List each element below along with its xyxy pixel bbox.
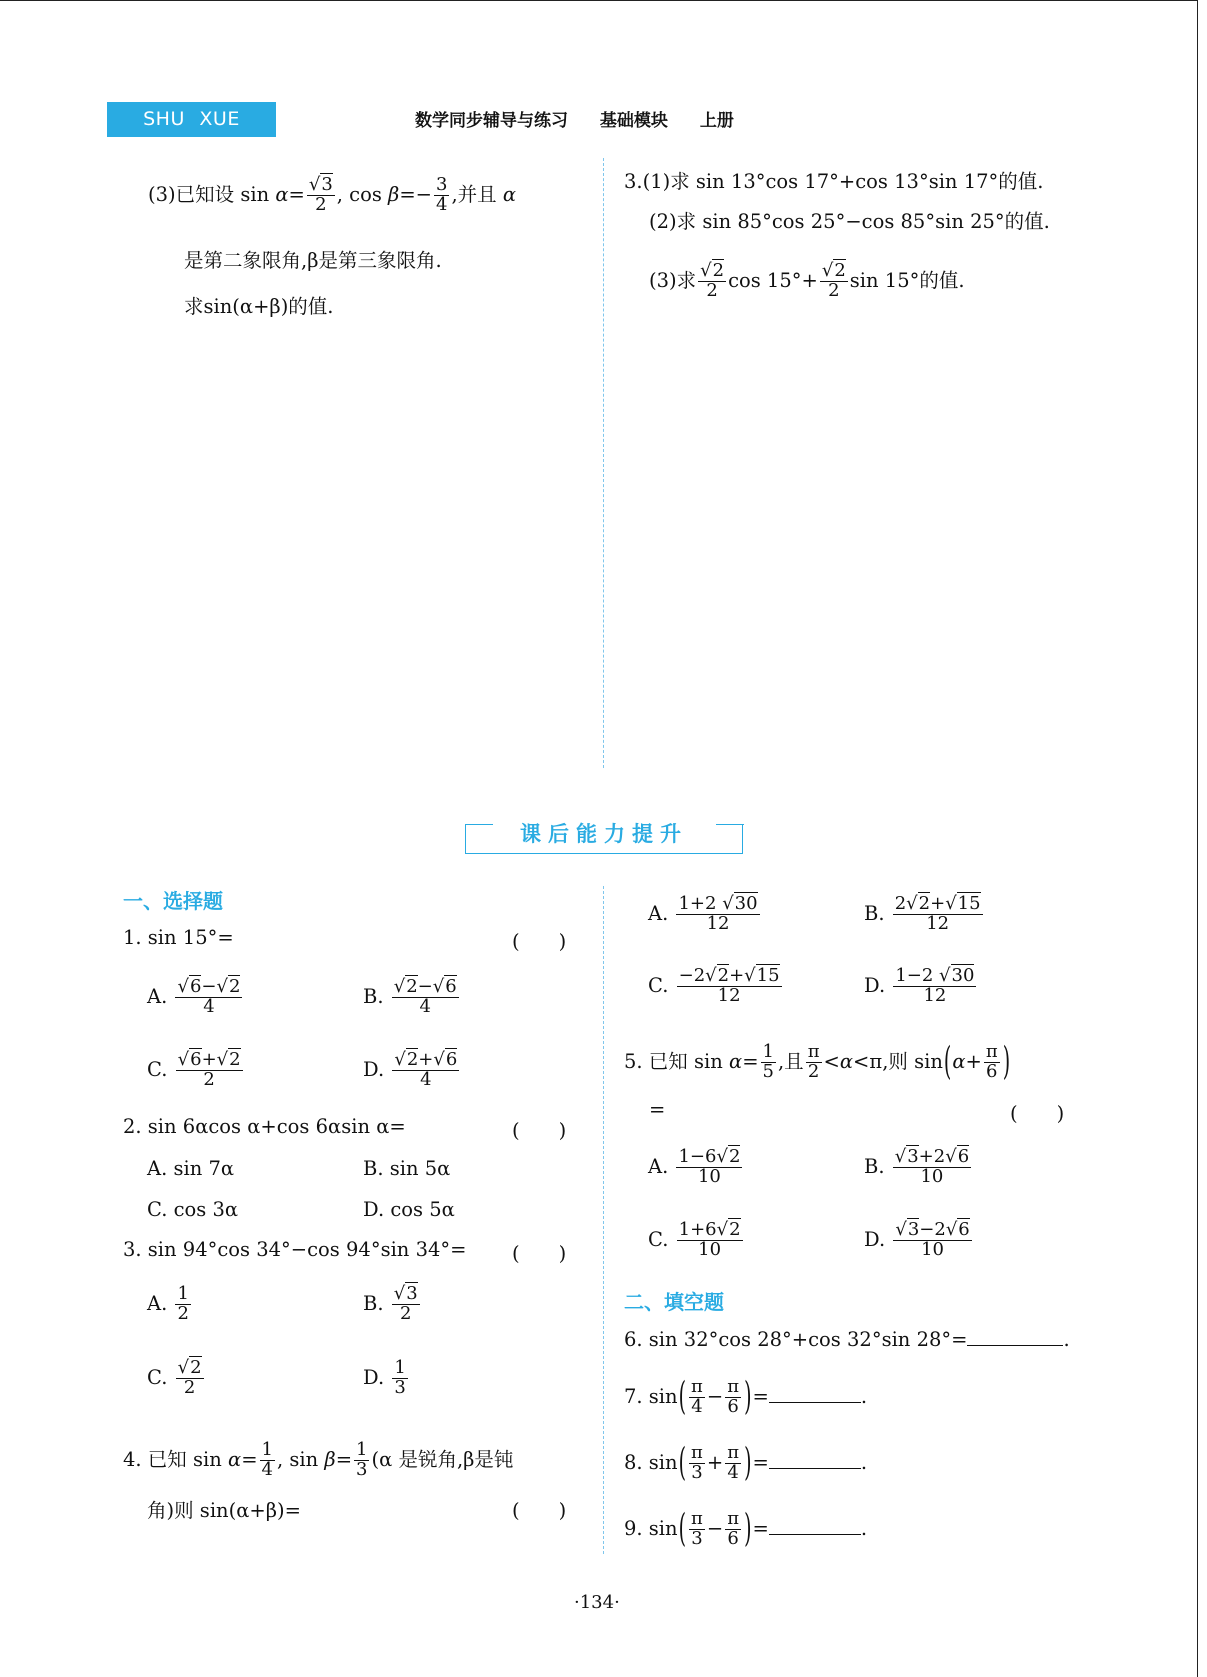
answer-blank[interactable]	[769, 1516, 861, 1535]
q7: 7. sin( $\frac{\pi}{4}$ − $\frac{\pi}{6}$ )= .	[624, 1375, 868, 1420]
module-label: 基础模块	[599, 111, 668, 131]
subject-tag: SHU XUE	[107, 102, 276, 137]
book-title: 数学同步辅导与练习	[415, 111, 568, 131]
q4-line1: 4. 已知 sin α= $\frac{1}{4}$ , sin β= $\frac{1}{3}$ (α 是锐角,β是钝	[123, 1439, 514, 1480]
volume-label: 上册	[699, 111, 734, 131]
problem-3-line1: (3)已知设 sin α= $\frac{√3}{2}$ , cos β=− $\frac{3}{4}$ ,并且 α	[148, 174, 517, 215]
q6: 6. sin 32°cos 28°+cos 32°sin 28°= .	[624, 1328, 1070, 1351]
q2-option-a: A. sin 7α	[147, 1157, 235, 1180]
q3-option-b: B. $\frac{√3}{2}$	[363, 1283, 418, 1324]
column-divider-top	[603, 158, 604, 768]
q2-option-d: D. cos 5α	[363, 1198, 455, 1221]
q4-option-a: A. $\frac{1+2 √30}{12}$	[648, 893, 758, 934]
q5-option-c: C. $\frac{1+6√2}{10}$	[648, 1219, 741, 1260]
q8: 8. sin( $\frac{\pi}{3}$ + $\frac{\pi}{4}$ )= .	[624, 1441, 868, 1486]
q5-line1: 5. 已知 sin α= $\frac{1}{5}$ ,且 $\frac{\pi}{2}$ <α<π,则 sin(α+ $\frac{\pi}{6}$ )	[624, 1040, 1011, 1085]
q1-stem: 1. sin 15°=	[123, 926, 234, 949]
question-3-part1: 3.(1)求 sin 13°cos 17°+cos 13°sin 17°的值.	[624, 170, 1044, 193]
question-3-part3: (3)求 $\frac{√2}{2}$ cos 15°+ $\frac{√2}{2}$ sin 15°的值.	[649, 260, 965, 301]
q3-option-c: C. $\frac{√2}{2}$	[147, 1357, 202, 1398]
q2-answer-paren: ( )	[512, 1119, 567, 1142]
q2-option-c: C. cos 3α	[147, 1198, 239, 1221]
q1-answer-paren: ( )	[512, 930, 567, 953]
fraction: $\frac{√2}{2}$	[700, 260, 725, 301]
section-title: 课后能力提升	[520, 822, 688, 846]
q3-stem: 3. sin 94°cos 34°−cos 94°sin 34°=	[123, 1238, 467, 1261]
q4-option-b: B. $\frac{2√2+√15}{12}$	[864, 893, 981, 934]
problem-3-line3: 求sin(α+β)的值.	[184, 295, 334, 318]
q1-option-b: B. $\frac{√2-√6}{4}$	[363, 976, 457, 1017]
fraction: $\frac{√2}{2}$	[821, 260, 846, 301]
q4-answer-paren: ( )	[512, 1499, 567, 1522]
q1-option-a: A. $\frac{√6-√2}{4}$	[147, 976, 241, 1017]
fraction: $\frac{3}{4}$	[436, 174, 448, 215]
q2-stem: 2. sin 6αcos α+cos 6αsin α=	[123, 1115, 406, 1138]
q3-option-d: D. $\frac{1}{3}$	[363, 1357, 406, 1398]
answer-blank[interactable]	[769, 1450, 861, 1469]
q5-option-a: A. $\frac{1-6√2}{10}$	[648, 1146, 741, 1187]
answer-blank[interactable]	[967, 1327, 1063, 1346]
question-3-part2: (2)求 sin 85°cos 25°−cos 85°sin 25°的值.	[649, 210, 1050, 233]
answer-blank[interactable]	[769, 1384, 861, 1403]
part1-heading: 一、选择题	[123, 889, 223, 913]
column-divider-bottom	[603, 886, 604, 1554]
q5-answer-paren: ( )	[1010, 1102, 1065, 1125]
q1-option-d: D. $\frac{√2+√6}{4}$	[363, 1049, 458, 1090]
problem-3-line2: 是第二象限角,β是第三象限角.	[184, 249, 442, 272]
q3-answer-paren: ( )	[512, 1242, 567, 1265]
q4-option-d: D. $\frac{1-2 √30}{12}$	[864, 965, 975, 1006]
running-header	[415, 106, 760, 131]
q4-line2: 角)则 sin(α+β)=	[147, 1499, 301, 1522]
q5-option-b: B. $\frac{√3+2√6}{10}$	[864, 1146, 970, 1187]
q3-option-a: A. $\frac{1}{2}$	[147, 1283, 189, 1324]
page-number: ·134·	[574, 1592, 620, 1613]
q5-option-d: D. $\frac{√3-2√6}{10}$	[864, 1219, 970, 1260]
q4-option-c: C. $\frac{-2√2+√15}{12}$	[648, 965, 780, 1006]
part2-heading: 二、填空题	[624, 1290, 724, 1314]
q5-line2: =	[649, 1098, 666, 1121]
q9: 9. sin( $\frac{\pi}{3}$ − $\frac{\pi}{6}$ )= .	[624, 1507, 868, 1552]
q1-option-c: C. $\frac{√6+√2}{2}$	[147, 1049, 241, 1090]
q2-option-b: B. sin 5α	[363, 1157, 451, 1180]
fraction: $\frac{√3}{2}$	[308, 174, 333, 215]
